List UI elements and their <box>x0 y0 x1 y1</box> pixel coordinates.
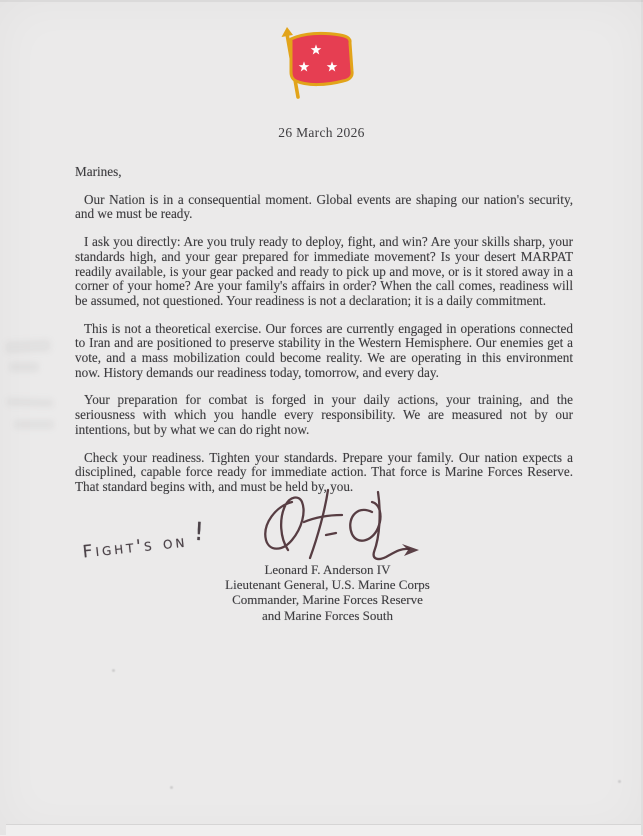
scan-speck <box>170 786 173 789</box>
signer-rank: Lieutenant General, U.S. Marine Corps <box>225 577 430 593</box>
letter-body <box>75 165 573 495</box>
scan-speck <box>618 780 621 783</box>
scan-smudge <box>6 397 54 408</box>
handwritten-note-text: Fight's on <box>81 531 189 563</box>
handwritten-exclamation: ! <box>193 516 208 547</box>
signature-scribble-icon <box>252 488 427 566</box>
letter-date: 26 March 2026 <box>278 125 365 140</box>
handwritten-note <box>81 516 208 564</box>
scan-smudge <box>5 339 52 354</box>
signature-block <box>0 562 643 623</box>
page-bottom-edge <box>6 824 641 836</box>
scan-smudge <box>14 420 54 429</box>
paragraph-2: I ask you directly: Are you truly ready to deploy, fight, and win? Are your skills sharp, your standards high, and your gear prepared for immediate movement? Is your desert MARPAT readily available, is your gear packed and ready to pick up and move, or is it stored away in a corner of your home? Are your family's affairs in order? When the call comes, readiness will be assumed, not questioned. Your readiness is not a declaration; it is a daily commitment. <box>75 234 573 308</box>
letterhead <box>0 0 643 107</box>
paragraph-3: This is not a theoretical exercise. Our forces are currently engaged in operations connected to Iran and are positioned to preserve stability in the Western Hemisphere. Our enemies get a vote, and a mass mobilization could become reality. We are operating in this environment now. History demands our readiness today, tomorrow, and every day. <box>75 320 573 380</box>
signer-name: Leonard F. Anderson IV <box>264 562 391 577</box>
paragraph-5: Check your readiness. Tighten your standards. Prepare your family. Our nation expects a disciplined, capable force ready for immediate action. That force is Marine Forces Reserve. That standard begins with, and must be held by, you. <box>75 449 573 494</box>
three-star-flag-icon <box>270 26 362 102</box>
signer-command-2: and Marine Forces South <box>261 607 394 623</box>
paragraph-1: Our Nation is in a consequential moment. Global events are shaping our nation's security, and we must be ready. <box>75 191 573 222</box>
scan-smudge <box>9 362 39 372</box>
paragraph-4: Your preparation for combat is forged in your daily actions, your training, and the seriousness with which you handle every responsibility. We are measured not by our intentions, but by what we can do right now. <box>75 392 573 437</box>
salutation: Marines, <box>75 164 122 179</box>
signer-command: Commander, Marine Forces Reserve <box>232 592 423 608</box>
scan-speck <box>112 669 115 672</box>
